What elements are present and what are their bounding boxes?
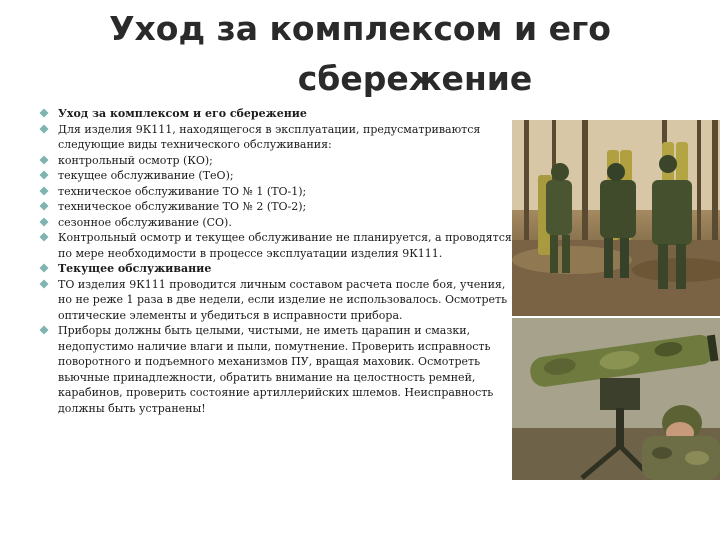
launcher-scene-illustration — [512, 318, 720, 480]
bullet-text: Приборы должны быть целыми, чистыми, не иметь царапин и смазки, недопустимо наличие влаги и пыли, помутнение. Проверить исправность поворотного и подъемного механизмов ПУ, вращая маховик. Осмотреть вьючные принадлежности, обратить внимание на целостность ремней, карабинов, проверить состояние артиллерийских шлемов. Неисправность должны быть устранены! — [58, 324, 494, 415]
slide-title-line-1: Уход за комплексом и его — [109, 9, 611, 48]
bullet-marker-icon — [39, 108, 48, 117]
bullet-text: Текущее обслуживание — [58, 262, 212, 275]
slide-title-line-2: сбережение — [297, 59, 533, 98]
bullet-text: Контрольный осмотр и текущее обслуживание не планируется, а проводятся по мере необходимости в процессе эксплуатации изделия 9К111. — [58, 231, 512, 260]
bullet-item — [40, 261, 515, 277]
bullet-item — [40, 230, 515, 261]
bullet-marker-icon — [39, 232, 48, 241]
bullet-marker-icon — [39, 186, 48, 195]
bullet-item — [40, 199, 515, 215]
bullet-text: ТО изделия 9К111 проводится личным составом расчета после боя, учения, но не реже 1 раза в две недели, если изделие не использовалось. Осмотреть оптические элементы и убедиться в исправности прибора. — [58, 277, 508, 322]
bullet-text: сезонное обслуживание (СО). — [58, 215, 232, 229]
bullet-marker-icon — [39, 155, 48, 164]
bullet-marker-icon — [39, 279, 48, 288]
bullet-marker-icon — [39, 325, 48, 334]
bullet-text: техническое обслуживание ТО № 1 (ТО-1); — [58, 184, 307, 198]
soldiers-carrying-equipment-photo — [512, 120, 720, 316]
bullet-item — [40, 153, 515, 169]
bullet-marker-icon — [39, 263, 48, 272]
bullet-item — [40, 106, 515, 122]
bullet-text: Уход за комплексом и его сбережение — [58, 107, 307, 120]
bullet-item — [40, 168, 515, 184]
soldier-with-launcher-photo — [512, 318, 720, 480]
bullet-marker-icon — [39, 217, 48, 226]
bullet-text: Для изделия 9К111, находящегося в эксплуатации, предусматриваются следующие виды технического обслуживания: — [58, 122, 481, 151]
bullet-marker-icon — [39, 201, 48, 210]
bullet-item — [40, 323, 515, 416]
bullet-item — [40, 277, 515, 324]
bullet-marker-icon — [39, 124, 48, 133]
bullet-text: текущее обслуживание (ТеО); — [58, 169, 234, 182]
bullet-marker-icon — [39, 170, 48, 179]
soldiers-scene-illustration — [512, 120, 720, 316]
bullet-text: контрольный осмотр (КО); — [58, 153, 213, 167]
bullet-list — [40, 106, 515, 416]
bullet-item — [40, 122, 515, 153]
bullet-item — [40, 184, 515, 200]
bullet-item — [40, 215, 515, 231]
bullet-text: техническое обслуживание ТО № 2 (ТО-2); — [58, 200, 307, 213]
slide-title — [60, 4, 660, 104]
